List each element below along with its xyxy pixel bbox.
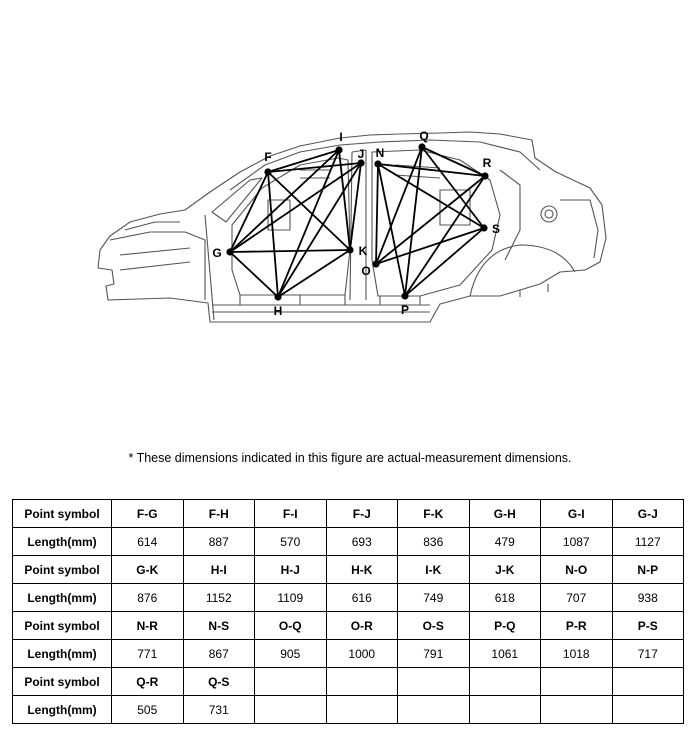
- point-symbol-cell: N-S: [183, 612, 255, 640]
- point-symbol-cell: [255, 668, 327, 696]
- symbol-header-cell: Point symbol: [13, 556, 112, 584]
- point-symbol-cell: O-Q: [255, 612, 327, 640]
- length-value-cell: [326, 696, 398, 724]
- length-value-cell: 1152: [183, 584, 255, 612]
- length-value-cell: 836: [398, 528, 470, 556]
- point-symbol-cell: Q-S: [183, 668, 255, 696]
- length-value-cell: 479: [469, 528, 541, 556]
- length-value-cell: [255, 696, 327, 724]
- point-symbol-cell: [326, 668, 398, 696]
- point-R: [481, 172, 488, 179]
- point-symbol-cell: G-J: [612, 500, 684, 528]
- length-value-cell: 791: [398, 640, 470, 668]
- symbol-row: [13, 612, 684, 640]
- symbol-row: [13, 668, 684, 696]
- length-value-cell: [469, 696, 541, 724]
- length-value-cell: [541, 696, 613, 724]
- length-header-cell: Length(mm): [13, 640, 112, 668]
- line-G-H: [230, 252, 278, 297]
- length-row: [13, 696, 684, 724]
- point-symbol-cell: Q-R: [112, 668, 184, 696]
- length-row: [13, 528, 684, 556]
- point-symbol-cell: F-J: [326, 500, 398, 528]
- point-symbol-cell: P-R: [541, 612, 613, 640]
- point-symbol-cell: G-H: [469, 500, 541, 528]
- length-value-cell: 938: [612, 584, 684, 612]
- point-symbol-cell: H-K: [326, 556, 398, 584]
- point-label-O: O: [361, 264, 371, 278]
- length-value-cell: 505: [112, 696, 184, 724]
- point-H: [274, 293, 281, 300]
- point-symbol-cell: F-H: [183, 500, 255, 528]
- point-symbol-cell: F-G: [112, 500, 184, 528]
- point-symbol-cell: G-I: [541, 500, 613, 528]
- length-value-cell: 614: [112, 528, 184, 556]
- length-value-cell: 887: [183, 528, 255, 556]
- length-header-cell: Length(mm): [13, 528, 112, 556]
- point-symbol-cell: O-S: [398, 612, 470, 640]
- point-symbol-cell: O-R: [326, 612, 398, 640]
- point-label-S: S: [491, 222, 501, 236]
- point-symbol-cell: N-R: [112, 612, 184, 640]
- point-label-F: F: [264, 150, 272, 164]
- point-G: [226, 248, 233, 255]
- point-N: [374, 160, 381, 167]
- point-symbol-cell: [541, 668, 613, 696]
- point-label-I: I: [339, 130, 343, 144]
- length-value-cell: 717: [612, 640, 684, 668]
- measurement-points: [212, 129, 500, 318]
- point-symbol-cell: [398, 668, 470, 696]
- line-F-H: [268, 172, 278, 297]
- length-value-cell: 731: [183, 696, 255, 724]
- point-Q: [418, 143, 425, 150]
- length-value-cell: 570: [255, 528, 327, 556]
- length-value-cell: 749: [398, 584, 470, 612]
- point-symbol-cell: [469, 668, 541, 696]
- point-symbol-cell: N-P: [612, 556, 684, 584]
- length-value-cell: [612, 696, 684, 724]
- length-row: [13, 584, 684, 612]
- length-value-cell: 1000: [326, 640, 398, 668]
- point-label-R: R: [482, 156, 492, 170]
- symbol-header-cell: Point symbol: [13, 500, 112, 528]
- length-value-cell: 905: [255, 640, 327, 668]
- line-F-K: [268, 172, 350, 250]
- line-H-I: [278, 150, 339, 297]
- point-S: [480, 224, 487, 231]
- symbol-header-cell: Point symbol: [13, 612, 112, 640]
- measurement-note: * These dimensions indicated in this figure are actual-measurement dimensions.: [128, 451, 572, 465]
- point-symbol-cell: I-K: [398, 556, 470, 584]
- line-H-K: [278, 250, 350, 297]
- point-symbol-cell: F-K: [398, 500, 470, 528]
- length-value-cell: 1061: [469, 640, 541, 668]
- point-O: [372, 260, 379, 267]
- length-value-cell: [398, 696, 470, 724]
- length-header-cell: Length(mm): [13, 696, 112, 724]
- point-label-K: K: [358, 244, 368, 258]
- body-side-outline: [98, 132, 606, 322]
- line-N-O: [376, 164, 378, 264]
- length-value-cell: 1087: [541, 528, 613, 556]
- point-symbol-cell: J-K: [469, 556, 541, 584]
- point-label-N: N: [375, 146, 385, 160]
- point-label-J: J: [357, 147, 365, 161]
- point-symbol-cell: P-S: [612, 612, 684, 640]
- length-value-cell: 618: [469, 584, 541, 612]
- length-value-cell: 876: [112, 584, 184, 612]
- symbol-header-cell: Point symbol: [13, 668, 112, 696]
- point-label-G: G: [212, 246, 222, 260]
- symbol-row: [13, 556, 684, 584]
- length-value-cell: 1127: [612, 528, 684, 556]
- point-symbol-cell: H-J: [255, 556, 327, 584]
- point-label-Q: Q: [419, 129, 429, 143]
- line-G-I: [230, 150, 339, 252]
- length-value-cell: 707: [541, 584, 613, 612]
- length-row: [13, 640, 684, 668]
- length-value-cell: 867: [183, 640, 255, 668]
- line-N-P: [378, 164, 405, 296]
- point-label-P: P: [400, 303, 410, 317]
- length-value-cell: 616: [326, 584, 398, 612]
- length-value-cell: 693: [326, 528, 398, 556]
- point-K: [346, 246, 353, 253]
- point-P: [401, 292, 408, 299]
- point-I: [335, 146, 342, 153]
- point-symbol-cell: [612, 668, 684, 696]
- length-header-cell: Length(mm): [13, 584, 112, 612]
- point-symbol-cell: H-I: [183, 556, 255, 584]
- line-G-K: [230, 250, 350, 252]
- point-F: [264, 168, 271, 175]
- symbol-row: [13, 500, 684, 528]
- line-Q-S: [422, 147, 484, 228]
- point-symbol-cell: F-I: [255, 500, 327, 528]
- point-label-H: H: [273, 304, 283, 318]
- length-value-cell: 1018: [541, 640, 613, 668]
- dimension-table: [12, 499, 684, 724]
- length-value-cell: 1109: [255, 584, 327, 612]
- point-symbol-cell: P-Q: [469, 612, 541, 640]
- point-symbol-cell: G-K: [112, 556, 184, 584]
- length-value-cell: 771: [112, 640, 184, 668]
- point-symbol-cell: N-O: [541, 556, 613, 584]
